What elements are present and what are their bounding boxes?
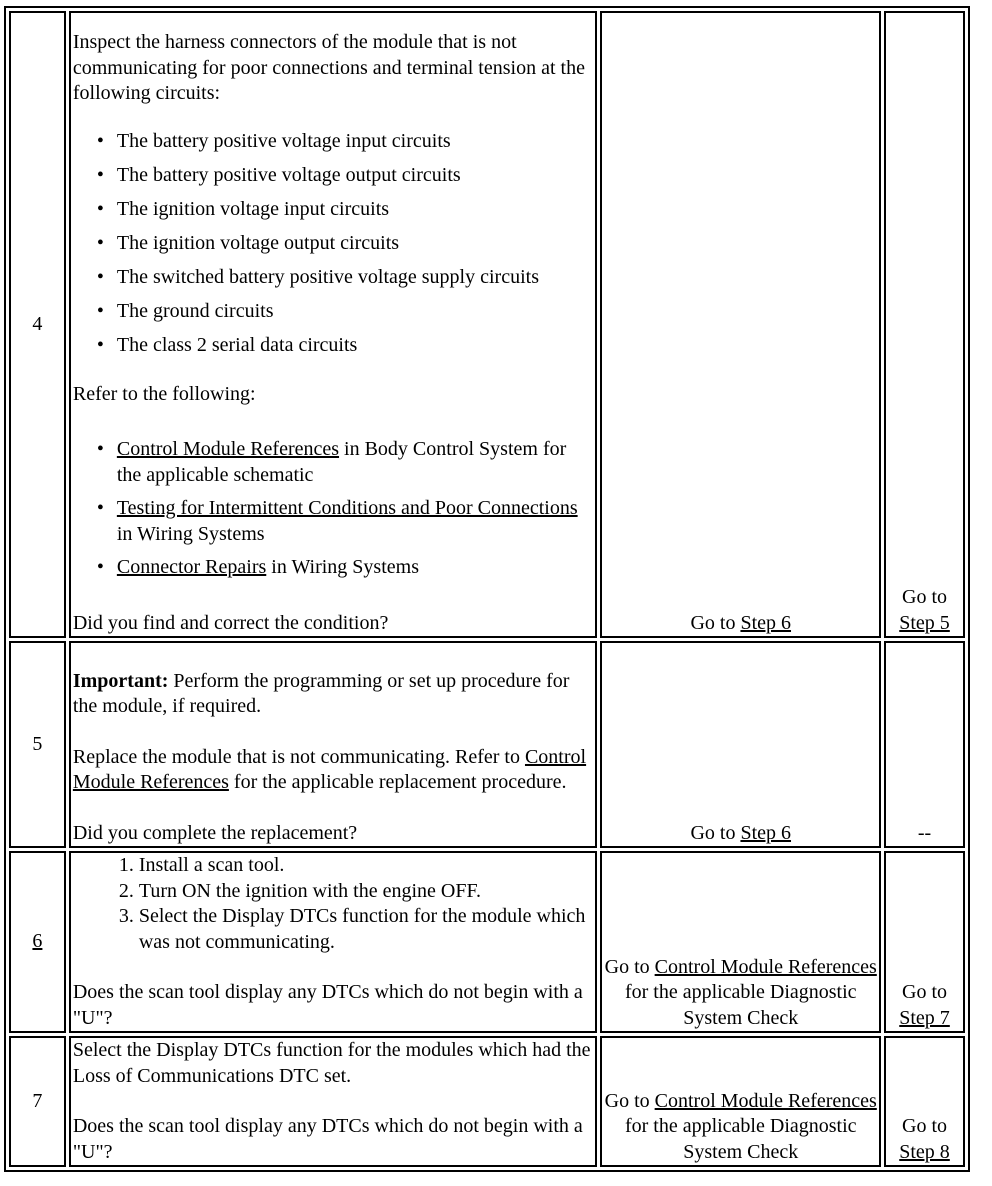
reference-text: in Wiring Systems [116,522,265,545]
go-to-step-link[interactable]: Step 6 [740,821,792,844]
step-question: Does the scan tool display any DTCs which do not begin with a "U"? [72,1115,583,1163]
no-text: -- [917,821,932,844]
go-to-step-link[interactable]: Step 8 [899,1140,950,1163]
list-item: • The ignition voltage output circuits [117,226,594,260]
important-label: Important: [72,669,169,692]
reference-text: in Body Control System for the applicable schematic [116,438,567,486]
table-row [9,851,965,1033]
reference-text: in Wiring Systems [266,556,419,578]
step-number [9,1036,66,1167]
control-module-references-link[interactable]: Control Module References [654,955,877,978]
no-action [884,11,965,638]
replace-instruction [73,745,594,796]
yes-prefix: Go to [690,611,741,634]
control-module-references-link[interactable]: Control Module References [72,745,587,793]
step-number [9,641,66,848]
no-action [884,641,965,848]
replace-text: Replace the module that is not communicating. Refer to [72,745,525,768]
control-module-references-link[interactable]: Control Module References [654,1089,877,1112]
no-prefix: Go to [902,586,948,608]
instruction-intro: Inspect the harness connectors of the module that is not communicating for poor connections and terminal tension at the following circuits: [72,31,585,104]
important-note [73,669,594,720]
go-to-step-link[interactable]: Step 6 [740,611,792,634]
step-number [9,851,66,1033]
list-item: • The battery positive voltage output circuits [117,158,594,192]
step-number-text: 7 [32,1089,43,1112]
step-number [9,11,66,638]
circuit-list [73,124,594,362]
list-item [117,555,594,581]
go-to-step-link[interactable]: Step 7 [899,1006,950,1029]
replace-tail: for the applicable replacement procedure. [228,771,567,793]
step-instructions [69,11,598,638]
no-prefix: Go to [902,981,948,1003]
list-item [117,437,594,488]
list-item: • The ground circuits [117,294,594,328]
diagnostic-steps-table [4,6,970,1172]
no-action [884,1036,965,1167]
action-list [73,853,594,955]
step-number-text: 4 [32,312,43,335]
important-text: Perform the programming or set up procedure for the module, if required. [72,669,570,717]
yes-prefix: Go to [604,955,655,978]
connector-repairs-link[interactable]: Connector Repairs [116,556,267,578]
list-item: 1. Install a scan tool. [139,853,594,879]
action-text: Select the Display DTCs function for the modules which had the Loss of Communications DTC set. [72,1039,591,1087]
no-prefix: Go to [902,1115,948,1137]
testing-intermittent-link[interactable]: Testing for Intermittent Conditions and Poor Connections [116,497,578,519]
yes-tail: for the applicable Diagnostic System Check [624,1115,857,1163]
yes-prefix: Go to [604,1089,655,1112]
no-action [884,851,965,1033]
refer-label: Refer to the following: [72,382,256,405]
list-item: 3. Select the Display DTCs function for the module which was not communicating. [139,904,594,955]
yes-action [600,641,881,848]
list-item: 2. Turn ON the ignition with the engine OFF. [139,879,594,905]
go-to-step-link[interactable]: Step 5 [899,611,950,634]
step-instructions [69,851,598,1033]
list-item: • The class 2 serial data circuits [117,328,594,362]
list-item: • The ignition voltage input circuits [117,192,594,226]
step-question: Does the scan tool display any DTCs which do not begin with a "U"? [72,981,583,1029]
step-instructions [69,641,598,848]
table-row [9,1036,965,1167]
list-item [117,496,594,547]
step-question: Did you find and correct the condition? [72,611,389,634]
step-instructions [69,1036,598,1167]
table-row [9,641,965,848]
yes-tail: for the applicable Diagnostic System Check [624,981,857,1029]
reference-list [73,437,594,581]
yes-action [600,851,881,1033]
list-item: • The battery positive voltage input circuits [117,124,594,158]
control-module-references-link[interactable]: Control Module References [116,438,340,460]
yes-action [600,11,881,638]
list-item: • The switched battery positive voltage supply circuits [117,260,594,294]
yes-action [600,1036,881,1167]
step-number-text: 5 [32,732,43,755]
step-number-text: 6 [32,930,43,953]
step-question: Did you complete the replacement? [72,821,358,844]
yes-prefix: Go to [690,821,741,844]
table-row [9,11,965,638]
